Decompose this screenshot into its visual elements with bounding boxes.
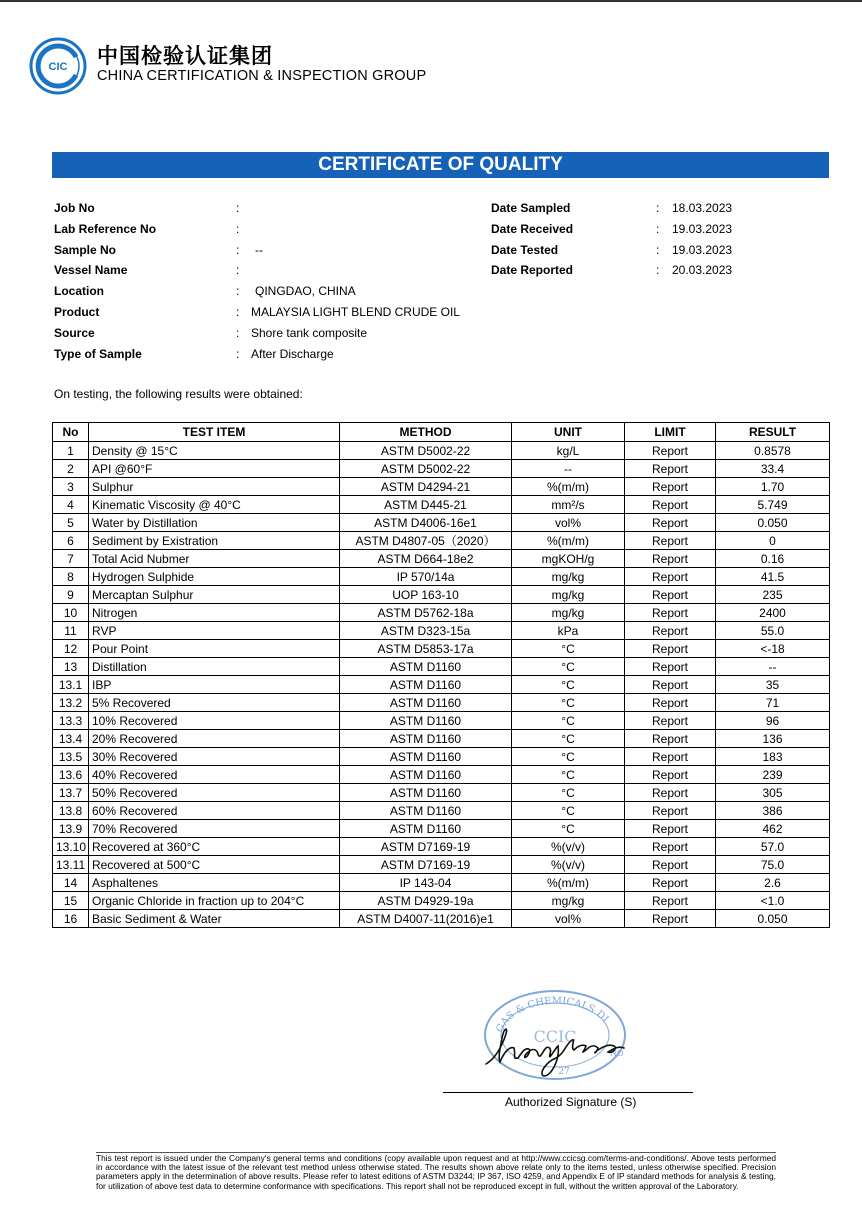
cell-limit: Report (625, 802, 716, 820)
cell-unit: °C (512, 766, 625, 784)
cell-result: 0 (716, 532, 830, 550)
table-row (53, 460, 830, 478)
cell-limit: Report (625, 820, 716, 838)
cell-method: ASTM D5002-22 (340, 460, 512, 478)
info-separator: : (236, 263, 240, 277)
cell-method: IP 570/14a (340, 568, 512, 586)
cell-result: -- (716, 658, 830, 676)
certificate-title: CERTIFICATE OF QUALITY (52, 152, 829, 178)
cell-test-item: 40% Recovered (89, 766, 340, 784)
cell-limit: Report (625, 622, 716, 640)
info-label: Vessel Name (54, 263, 128, 277)
table-row (53, 532, 830, 550)
cell-unit: mg/kg (512, 604, 625, 622)
cell-unit: mgKOH/g (512, 550, 625, 568)
cell-method: ASTM D1160 (340, 766, 512, 784)
cell-limit: Report (625, 910, 716, 928)
table-row (53, 856, 830, 874)
cell-test-item: 50% Recovered (89, 784, 340, 802)
cell-method: ASTM D1160 (340, 712, 512, 730)
cell-unit: °C (512, 802, 625, 820)
cell-test-item: 30% Recovered (89, 748, 340, 766)
cic-logo-icon (29, 37, 87, 95)
cell-test-item: Organic Chloride in fraction up to 204°C (89, 892, 340, 910)
cell-unit: vol% (512, 514, 625, 532)
info-label: Date Sampled (491, 201, 571, 215)
cell-test-item: Sulphur (89, 478, 340, 496)
cell-no: 12 (53, 640, 89, 658)
cell-limit: Report (625, 658, 716, 676)
cell-limit: Report (625, 712, 716, 730)
cell-method: ASTM D4807-05（2020） (340, 532, 512, 550)
cell-limit: Report (625, 478, 716, 496)
cell-result: 57.0 (716, 838, 830, 856)
cell-unit: mg/kg (512, 568, 625, 586)
cell-no: 13.4 (53, 730, 89, 748)
info-separator: : (656, 201, 660, 215)
column-header: RESULT (716, 423, 830, 442)
info-value: -- (255, 243, 263, 257)
cell-unit: °C (512, 676, 625, 694)
laboratory-stamp (482, 988, 632, 1083)
cell-limit: Report (625, 604, 716, 622)
info-value: 19.03.2023 (672, 243, 733, 257)
cell-method: ASTM D664-18e2 (340, 550, 512, 568)
info-label: Date Tested (491, 243, 559, 257)
cell-result: 305 (716, 784, 830, 802)
cell-method: ASTM D1160 (340, 820, 512, 838)
cell-unit: -- (512, 460, 625, 478)
cell-result: 462 (716, 820, 830, 838)
cell-limit: Report (625, 730, 716, 748)
table-row (53, 784, 830, 802)
cell-limit: Report (625, 532, 716, 550)
logo-text: CIC (48, 61, 68, 73)
cell-method: ASTM D1160 (340, 748, 512, 766)
cell-test-item: Water by Distillation (89, 514, 340, 532)
cell-no: 13.9 (53, 820, 89, 838)
column-header: TEST ITEM (89, 423, 340, 442)
cell-no: 13.2 (53, 694, 89, 712)
cell-result: 33.4 (716, 460, 830, 478)
table-row (53, 586, 830, 604)
info-value: 20.03.2023 (672, 263, 733, 277)
table-row (53, 622, 830, 640)
cell-result: 96 (716, 712, 830, 730)
cell-limit: Report (625, 892, 716, 910)
cell-no: 13.8 (53, 802, 89, 820)
info-value: MALAYSIA LIGHT BLEND CRUDE OIL (251, 305, 460, 319)
cell-unit: %(v/v) (512, 856, 625, 874)
cell-limit: Report (625, 856, 716, 874)
cell-test-item: 70% Recovered (89, 820, 340, 838)
cell-limit: Report (625, 514, 716, 532)
cell-result: 183 (716, 748, 830, 766)
cell-test-item: IBP (89, 676, 340, 694)
cell-limit: Report (625, 586, 716, 604)
table-row (53, 748, 830, 766)
cell-no: 3 (53, 478, 89, 496)
cell-result: 75.0 (716, 856, 830, 874)
info-label: Date Reported (491, 263, 574, 277)
info-value: Shore tank composite (251, 326, 368, 340)
table-row (53, 442, 830, 460)
cell-limit: Report (625, 874, 716, 892)
cell-method: ASTM D5762-18a (340, 604, 512, 622)
cell-no: 5 (53, 514, 89, 532)
cell-test-item: Kinematic Viscosity @ 40°C (89, 496, 340, 514)
cell-method: ASTM D4007-11(2016)e1 (340, 910, 512, 928)
cell-no: 13.11 (53, 856, 89, 874)
cell-unit: mm²/s (512, 496, 625, 514)
cell-limit: Report (625, 676, 716, 694)
signature-label: Authorized Signature (S) (505, 1095, 637, 1109)
info-value: QINGDAO, CHINA (255, 284, 356, 298)
table-row (53, 892, 830, 910)
results-table-body (53, 442, 830, 928)
table-row (53, 514, 830, 532)
info-label: Source (54, 326, 95, 340)
cell-method: ASTM D1160 (340, 730, 512, 748)
cell-unit: %(m/m) (512, 478, 625, 496)
cell-method: ASTM D1160 (340, 784, 512, 802)
cell-result: 386 (716, 802, 830, 820)
cell-unit: °C (512, 784, 625, 802)
stamp-number: 27 (558, 1067, 570, 1077)
cell-no: 2 (53, 460, 89, 478)
cell-no: 8 (53, 568, 89, 586)
cell-test-item: Recovered at 500°C (89, 856, 340, 874)
cell-no: 13 (53, 658, 89, 676)
cell-no: 13.1 (53, 676, 89, 694)
cell-limit: Report (625, 784, 716, 802)
cell-method: ASTM D445-21 (340, 496, 512, 514)
results-intro: On testing, the following results were obtained: (54, 387, 303, 401)
cell-test-item: Asphaltenes (89, 874, 340, 892)
top-border-line (0, 0, 862, 2)
cell-method: ASTM D1160 (340, 802, 512, 820)
cell-result: 235 (716, 586, 830, 604)
cell-unit: kPa (512, 622, 625, 640)
stamp-side-text: NO (610, 1049, 624, 1058)
cell-unit: vol% (512, 910, 625, 928)
cell-test-item: 5% Recovered (89, 694, 340, 712)
cell-no: 7 (53, 550, 89, 568)
cell-unit: mg/kg (512, 892, 625, 910)
cell-test-item: Hydrogen Sulphide (89, 568, 340, 586)
cell-no: 11 (53, 622, 89, 640)
cell-no: 1 (53, 442, 89, 460)
cell-test-item: API @60°F (89, 460, 340, 478)
table-row (53, 802, 830, 820)
cell-test-item: Pour Point (89, 640, 340, 658)
cell-result: 5.749 (716, 496, 830, 514)
info-label: Job No (54, 201, 95, 215)
info-separator: : (236, 347, 240, 361)
info-separator: : (236, 243, 240, 257)
cell-test-item: Sediment by Existration (89, 532, 340, 550)
cell-limit: Report (625, 640, 716, 658)
info-separator: : (236, 284, 240, 298)
cell-method: ASTM D1160 (340, 694, 512, 712)
column-header: No (53, 423, 89, 442)
footer-disclaimer: This test report is issued under the Company's general terms and conditions (copy available upon request and at http://www.ccicsg.com/terms-and-conditions/. Above tests performed in accordance with the latest issue of the relevant test method unless otherwise stated. The results shown above relate only to the items tested, unless otherwise specified. Precision parameters apply in the determination of above results. Please refer to latest editions of ASTM D3244; IP 367, ISO 4259, and Appendix E of IP standard methods for analysis & testing, for utilization of above test data to determine conformance with specifications. This report shall not be reproduced except in full, without the written approval of the Laboratory. (96, 1153, 776, 1191)
stamp-center-text: CCIC (533, 1027, 577, 1046)
table-row (53, 604, 830, 622)
cell-test-item: Mercaptan Sulphur (89, 586, 340, 604)
cell-unit: %(v/v) (512, 838, 625, 856)
cell-unit: °C (512, 820, 625, 838)
info-label: Product (54, 305, 100, 319)
cell-unit: °C (512, 694, 625, 712)
cell-unit: %(m/m) (512, 874, 625, 892)
org-name-english: CHINA CERTIFICATION & INSPECTION GROUP (97, 68, 427, 84)
cell-test-item: Density @ 15°C (89, 442, 340, 460)
table-row (53, 568, 830, 586)
cell-test-item: Distillation (89, 658, 340, 676)
info-separator: : (236, 305, 240, 319)
cell-result: 71 (716, 694, 830, 712)
cell-no: 13.5 (53, 748, 89, 766)
info-value: 19.03.2023 (672, 222, 733, 236)
cell-no: 9 (53, 586, 89, 604)
table-row (53, 676, 830, 694)
cell-limit: Report (625, 442, 716, 460)
table-header-row (53, 423, 830, 442)
table-row (53, 496, 830, 514)
column-header: METHOD (340, 423, 512, 442)
cell-result: 0.050 (716, 910, 830, 928)
info-value: After Discharge (251, 347, 334, 361)
table-row (53, 874, 830, 892)
table-row (53, 766, 830, 784)
cell-no: 13.7 (53, 784, 89, 802)
info-label: Location (54, 284, 104, 298)
table-row (53, 820, 830, 838)
stamp-ring-textpath: GAS & CHEMICALS DI (494, 995, 611, 1035)
column-header: LIMIT (625, 423, 716, 442)
cell-test-item: Nitrogen (89, 604, 340, 622)
cell-unit: °C (512, 640, 625, 658)
cell-no: 14 (53, 874, 89, 892)
cell-method: ASTM D1160 (340, 676, 512, 694)
cell-unit: °C (512, 730, 625, 748)
cell-unit: mg/kg (512, 586, 625, 604)
info-separator: : (236, 326, 240, 340)
signature-line (443, 1092, 693, 1093)
cell-method: ASTM D4929-19a (340, 892, 512, 910)
cell-result: 0.8578 (716, 442, 830, 460)
cell-result: 2.6 (716, 874, 830, 892)
cell-limit: Report (625, 838, 716, 856)
cell-method: ASTM D323-15a (340, 622, 512, 640)
cell-test-item: RVP (89, 622, 340, 640)
table-row (53, 730, 830, 748)
cell-method: ASTM D7169-19 (340, 856, 512, 874)
cell-method: UOP 163-10 (340, 586, 512, 604)
table-row (53, 478, 830, 496)
cell-no: 13.6 (53, 766, 89, 784)
cell-result: 0.050 (716, 514, 830, 532)
cell-method: ASTM D7169-19 (340, 838, 512, 856)
cell-unit: °C (512, 658, 625, 676)
cell-unit: °C (512, 712, 625, 730)
info-separator: : (656, 243, 660, 257)
cell-no: 13.10 (53, 838, 89, 856)
cell-test-item: 20% Recovered (89, 730, 340, 748)
cell-test-item: 60% Recovered (89, 802, 340, 820)
cell-method: IP 143-04 (340, 874, 512, 892)
cell-method: ASTM D1160 (340, 658, 512, 676)
cell-unit: %(m/m) (512, 532, 625, 550)
cell-method: ASTM D4006-16e1 (340, 514, 512, 532)
table-row (53, 694, 830, 712)
cell-test-item: Basic Sediment & Water (89, 910, 340, 928)
cell-limit: Report (625, 550, 716, 568)
info-label: Type of Sample (54, 347, 142, 361)
cell-test-item: Total Acid Nubmer (89, 550, 340, 568)
cell-limit: Report (625, 460, 716, 478)
info-label: Date Received (491, 222, 574, 236)
cell-unit: kg/L (512, 442, 625, 460)
table-row (53, 640, 830, 658)
cell-test-item: Recovered at 360°C (89, 838, 340, 856)
cell-test-item: 10% Recovered (89, 712, 340, 730)
table-row (53, 910, 830, 928)
cell-no: 6 (53, 532, 89, 550)
info-label: Sample No (54, 243, 117, 257)
cell-no: 10 (53, 604, 89, 622)
cell-result: <1.0 (716, 892, 830, 910)
info-separator: : (656, 263, 660, 277)
table-row (53, 658, 830, 676)
cell-limit: Report (625, 496, 716, 514)
cell-no: 15 (53, 892, 89, 910)
cell-result: 136 (716, 730, 830, 748)
org-name-chinese: 中国检验认证集团 (97, 44, 273, 68)
column-header: UNIT (512, 423, 625, 442)
table-row (53, 838, 830, 856)
info-value: 18.03.2023 (672, 201, 733, 215)
cell-unit: °C (512, 748, 625, 766)
cell-result: 239 (716, 766, 830, 784)
cell-limit: Report (625, 766, 716, 784)
cell-result: 35 (716, 676, 830, 694)
cell-method: ASTM D5853-17a (340, 640, 512, 658)
cell-result: <-18 (716, 640, 830, 658)
cell-no: 13.3 (53, 712, 89, 730)
cell-limit: Report (625, 694, 716, 712)
cell-result: 41.5 (716, 568, 830, 586)
cell-no: 16 (53, 910, 89, 928)
cell-result: 2400 (716, 604, 830, 622)
cell-result: 0.16 (716, 550, 830, 568)
info-separator: : (236, 201, 240, 215)
table-row (53, 712, 830, 730)
cell-limit: Report (625, 568, 716, 586)
info-separator: : (236, 222, 240, 236)
cell-limit: Report (625, 748, 716, 766)
results-table (52, 422, 830, 928)
cell-result: 1.70 (716, 478, 830, 496)
cell-result: 55.0 (716, 622, 830, 640)
info-label: Lab Reference No (54, 222, 157, 236)
table-row (53, 550, 830, 568)
cell-method: ASTM D5002-22 (340, 442, 512, 460)
cell-method: ASTM D4294-21 (340, 478, 512, 496)
cell-no: 4 (53, 496, 89, 514)
info-separator: : (656, 222, 660, 236)
